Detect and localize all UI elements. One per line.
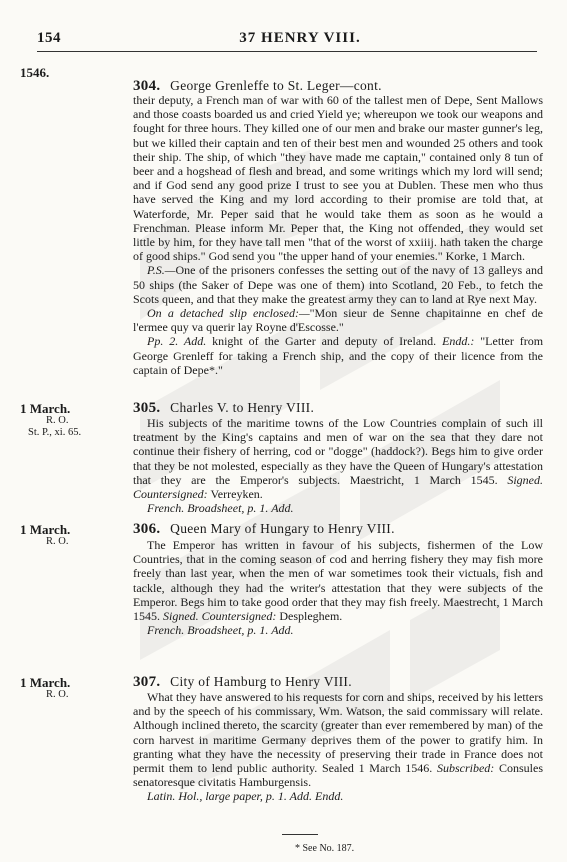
- entry-body-305: [133, 416, 543, 515]
- endd-text: "Letter from George Grenleff for taking a French ship, and the copy of their licence from the captain of Depe*.": [133, 334, 544, 377]
- entry-heading-306: [133, 521, 395, 538]
- footnote-rule: [282, 834, 318, 835]
- page-number: 154: [37, 30, 61, 46]
- entry-title: George Grenleffe to St. Leger—cont.: [170, 78, 382, 93]
- entry-text: The Emperor has written in favour of his subjects, fishermen of the Low Countries, that in the coming season of cod and herring fishery they may fish more freely than last year, when the men of war sometimes took their victuals, fish and tackle, although they had the writer's attestation that they were subjects of the Emperor. Begs him to take good order that they may fish freely. Maestrecht, 1 March 1545.: [133, 538, 543, 624]
- footnote: * See No. 187.: [295, 843, 355, 854]
- countersign-name: Consules senatoresque civitatis Hamburgensis.: [133, 761, 544, 790]
- countersign-name: Verreyken.: [210, 487, 263, 502]
- slip-label: On a detached slip enclosed:—: [147, 306, 310, 321]
- entry-number: 304.: [133, 78, 161, 94]
- entry-number: 307.: [133, 674, 161, 690]
- margin-307: [20, 676, 100, 701]
- margin-305: [20, 402, 100, 439]
- entry-heading-307: [133, 674, 352, 691]
- entry-source: R. O.: [46, 689, 69, 700]
- signed-label: Signed. Countersigned:: [163, 609, 277, 624]
- entry-title: Charles V. to Henry VIII.: [170, 400, 315, 415]
- signed-label: Signed. Countersigned:: [133, 472, 544, 502]
- entry-body-304: [133, 93, 543, 377]
- countersign-name: Despleghem.: [279, 609, 343, 624]
- entry-text: His subjects of the maritime towns of the Low Countries complain of such ill treatment by the King's captains and men of war on the sea that they dare not continue their fishery of herring, cod or "dogge" (haddock?). Begs him to give order that they be not molested, especially as they have the Queen of Hungary's attestation that they are the Emperor's subjects. Maestricht, 1 March 1545.: [133, 416, 543, 487]
- year-label: 1546.: [20, 65, 50, 80]
- entry-source-secondary: St. P., xi. 65.: [28, 427, 82, 438]
- signed-label: Subscribed:: [436, 761, 495, 776]
- entry-source: R. O.: [46, 415, 69, 426]
- entry-meta: Latin. Hol., large paper, p. 1. Add. Endd.: [147, 789, 344, 804]
- entry-text: their deputy, a French man of war with 60 of the tallest men of Depe, Sent Mallows and those coasts boarded us and cried Yield ye; whereupon we took our weapons and fought for three hours. They killed one of our men and brake our master gunner's leg, but we killed their captain and ten of their best men and wounded 25 others and took their ship. The ship, of which "they have made me captain," contained only 8 tun of beer and a hogshead of flesh and bread, and some writings which my lord will send; and if God send any good prize I trust to see you at Dublen. These men who thus have served the King and my lord according to their promise are told that, at Waterforde, Mr. Peper said that he would take them as soon as he would a Frenchman. Please inform Mr. Peper that, the King not offended, they would set little by him, for they have tall men "that of the worst of xxiiij. hath taken the charge of good ships." God send you "the upper hand of your enemies." Korke, 1 March.: [133, 93, 543, 264]
- entry-source: R. O.: [46, 536, 69, 547]
- endd-label: Endd.:: [442, 334, 475, 349]
- page-header: [0, 30, 567, 50]
- entry-meta: French. Broadsheet, p. 1. Add.: [147, 501, 294, 516]
- entry-date: 1 March.: [20, 401, 71, 416]
- entry-meta: French. Broadsheet, p. 1. Add.: [147, 623, 294, 638]
- note-text: knight of the Garter and deputy of Ireland.: [212, 334, 437, 349]
- entry-number: 306.: [133, 521, 161, 537]
- entry-body-307: [133, 690, 543, 804]
- entry-date: 1 March.: [20, 675, 71, 690]
- entry-text: What they have answered to his requests for corn and ships, received by his letters and by the speech of his commissary, Wm. Watson, the said commissary will relate. Although inclined thereto, the scarcity (greater than ever remembered by man) of the corn harvest in maritime Germany deprives them of the power to gratify him. In granting what they have the necessity of preserving their trade in France does not permit them to lend public authority. Sealed 1 March 1546.: [133, 690, 543, 776]
- entry-title: Queen Mary of Hungary to Henry VIII.: [170, 521, 395, 536]
- note-label: Pp. 2. Add.: [147, 334, 207, 349]
- entry-body-306: [133, 538, 543, 637]
- running-title: 37 HENRY VIII.: [239, 30, 361, 46]
- entry-heading-305: [133, 400, 314, 417]
- slip-text: "Mon sieur de Senne chapitainne en chef de l'ermee quy va querir lay Royne d'Escosse.": [133, 306, 544, 335]
- header-rule: [37, 51, 537, 52]
- ps-text: One of the prisoners confesses the setting out of the navy of 13 galleys and 50 ships (the Saker of Depe was one of them) into Scotland, 20 Feb., to fetch the Scots queen, and that they make the greatest army they can to land at Rye next May.: [133, 263, 543, 306]
- entry-number: 305.: [133, 400, 161, 416]
- margin-306: [20, 523, 100, 548]
- ps-label: P.S.—: [147, 263, 176, 278]
- entry-date: 1 March.: [20, 522, 71, 537]
- entry-title: City of Hamburg to Henry VIII.: [170, 674, 352, 689]
